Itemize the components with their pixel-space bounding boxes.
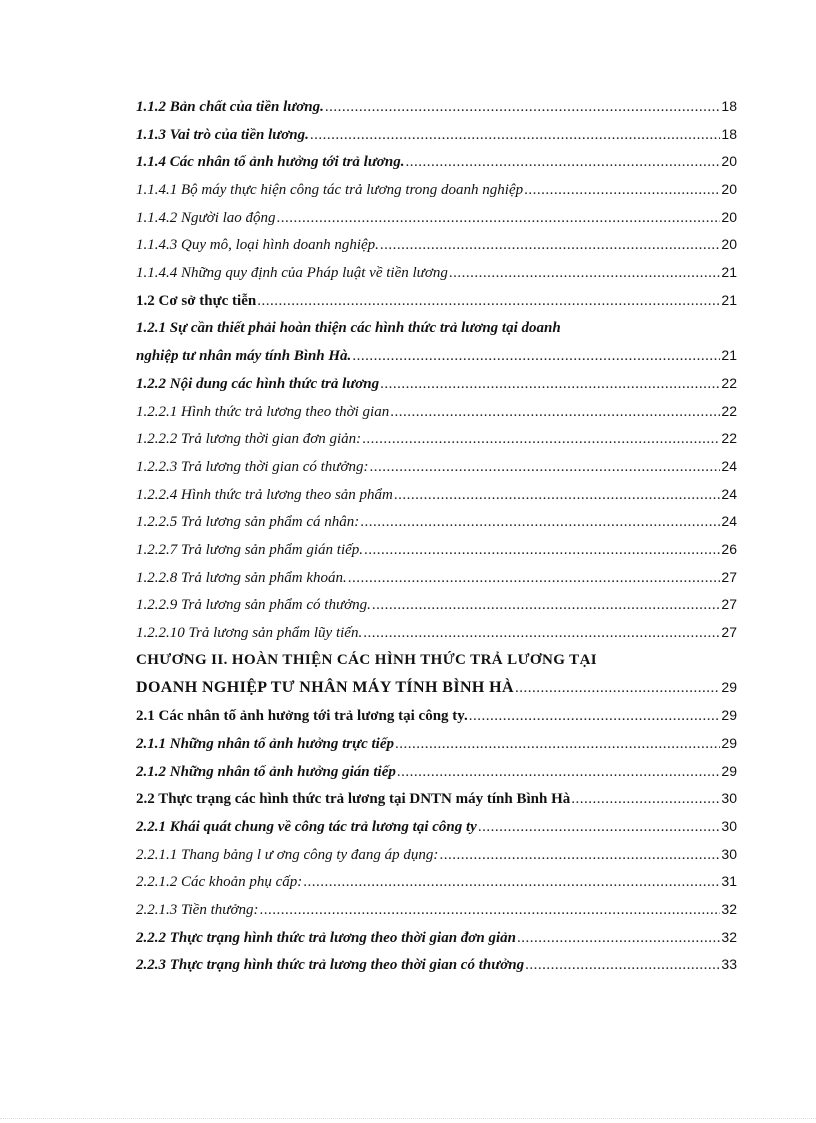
toc-page-number: 18: [721, 125, 737, 142]
toc-leader-dots: [397, 759, 721, 786]
toc-leader-dots: [277, 205, 721, 232]
toc-entry-title: 1.1.2 Bản chất của tiền lương.: [136, 99, 324, 115]
toc-entry-title: 2.2.1.2 Các khoản phụ cấp:: [136, 874, 303, 891]
toc-leader-dots: [405, 149, 720, 176]
toc-entry-title: 1.2.2.2 Trả lương thời gian đơn giản:: [136, 431, 362, 448]
toc-entry-title: 1.2.2.7 Trả lương sản phẩm gián tiếp.: [136, 542, 364, 558]
toc-entry[interactable]: [136, 813, 737, 841]
toc-entry[interactable]: [136, 730, 737, 758]
toc-entry-line1[interactable]: 1.2.1 Sự cần thiết phải hoàn thiện các hình thức trả lương tại doanh: [136, 319, 561, 336]
toc-entry[interactable]: [136, 702, 737, 730]
toc-page-number: 27: [721, 596, 737, 613]
toc-entry-title: 2.2.3 Thực trạng hình thức trả lương theo thời gian có thưởng: [136, 957, 525, 974]
toc-leader-dots: [303, 869, 720, 896]
toc-leader-dots: [571, 786, 720, 813]
toc-entry[interactable]: [136, 564, 737, 592]
toc-page-number: 29: [721, 707, 737, 724]
toc-leader-dots: [310, 122, 721, 149]
toc-entry-title: 2.2.2 Thực trạng hình thức trả lương theo thời gian đơn giản: [136, 929, 516, 946]
toc-page-number: 29: [721, 679, 737, 696]
toc-page-number: 21: [721, 291, 737, 308]
toc-page-number: 22: [721, 374, 737, 391]
toc-page-number: 22: [721, 402, 737, 419]
toc-entry[interactable]: [136, 841, 737, 869]
toc-leader-dots: [352, 343, 720, 370]
toc-page-number: 24: [721, 457, 737, 474]
toc-entry[interactable]: [136, 508, 737, 536]
toc-leader-dots: [449, 260, 721, 287]
toc-entry[interactable]: [136, 425, 737, 453]
toc-entry[interactable]: [136, 148, 737, 176]
toc-page-number: 32: [721, 928, 737, 945]
toc-leader-dots: [469, 703, 721, 730]
toc-page-number: 20: [721, 236, 737, 253]
toc-entry-line1[interactable]: CHƯƠNG II. HOÀN THIỆN CÁC HÌNH THỨC TRẢ LƯƠNG TẠI: [136, 651, 598, 668]
toc-entry-title: 1.1.4.4 Những quy định của Pháp luật về tiền lương: [136, 265, 448, 282]
toc-leader-dots: [348, 565, 721, 592]
toc-entry-title: 1.2.2.9 Trả lương sản phẩm có thưởng.: [136, 597, 371, 614]
toc-entry-title: 1.2.2 Nội dung các hình thức trả lương: [136, 375, 380, 392]
toc-page-number: 27: [721, 624, 737, 641]
toc-leader-dots: [515, 675, 720, 702]
toc-entry[interactable]: [136, 674, 737, 702]
toc-entry-title: 2.1.2 Những nhân tố ảnh hưởng gián tiếp: [136, 763, 396, 780]
toc-entry-title: 1.2 Cơ sở thực tiễn: [136, 292, 257, 309]
toc-leader-dots: [363, 620, 720, 647]
toc-entry-title: 2.2.1.3 Tiền thưởng:: [136, 901, 259, 918]
toc-leader-dots: [372, 592, 721, 619]
toc-page-number: 26: [721, 541, 737, 557]
toc-leader-dots: [478, 814, 721, 841]
toc-entry[interactable]: [136, 370, 737, 398]
table-of-contents: [136, 93, 737, 979]
toc-entry-title: 2.1.1 Những nhân tố ảnh hưởng trực tiếp: [136, 735, 394, 752]
toc-page-number: 20: [721, 181, 737, 198]
toc-page-number: 22: [721, 430, 737, 447]
toc-leader-dots: [395, 731, 720, 758]
toc-entry[interactable]: [136, 342, 737, 370]
toc-entry-title: 1.2.2.5 Trả lương sản phẩm cá nhân:: [136, 514, 360, 531]
toc-entry-title-cont: DOANH NGHIỆP TƯ NHÂN MÁY TÍNH BÌNH HÀ: [136, 679, 514, 697]
toc-entry[interactable]: [136, 231, 737, 259]
toc-page-number: 20: [721, 208, 737, 225]
toc-entry-title-cont: nghiệp tư nhân máy tính Bình Hà.: [136, 348, 352, 365]
toc-leader-dots: [257, 288, 720, 315]
toc-page-number: 29: [721, 734, 737, 751]
toc-page-number: 33: [721, 956, 737, 973]
toc-page-number: 20: [721, 153, 737, 170]
toc-entry[interactable]: [136, 176, 737, 204]
toc-leader-dots: [524, 177, 720, 204]
toc-entry[interactable]: [136, 619, 737, 647]
toc-page-number: 24: [721, 513, 737, 530]
toc-entry-title: 1.1.4.2 Người lao động: [136, 209, 276, 226]
toc-page-number: 30: [721, 817, 737, 834]
toc-entry-title: 2.2.1 Khái quát chung về công tác trả lương tại công ty: [136, 818, 477, 835]
toc-page-number: 31: [721, 873, 737, 890]
toc-entry-title: 1.1.3 Vai trò của tiền lương.: [136, 126, 309, 143]
toc-entry[interactable]: [136, 287, 737, 315]
toc-entry-title: 2.2 Thực trạng các hình thức trả lương tại DNTN máy tính Bình Hà: [136, 791, 571, 808]
toc-entry[interactable]: [136, 481, 737, 509]
toc-leader-dots: [380, 371, 720, 398]
toc-entry[interactable]: [136, 536, 737, 564]
toc-leader-dots: [517, 925, 720, 952]
toc-entry-title: 1.1.4.3 Quy mô, loại hình doanh nghiệp.: [136, 237, 379, 254]
toc-entry[interactable]: [136, 591, 737, 619]
toc-leader-dots: [360, 509, 720, 536]
toc-leader-dots: [362, 426, 720, 453]
toc-entry[interactable]: [136, 453, 737, 481]
toc-entry-title: 2.2.1.1 Thang bảng l ư ơng công ty đang áp dụng:: [136, 846, 439, 863]
toc-leader-dots: [390, 399, 720, 426]
toc-entry[interactable]: [136, 121, 737, 149]
toc-leader-dots: [259, 897, 720, 924]
toc-page-number: 29: [721, 762, 737, 779]
toc-entry-title: 1.2.2.4 Hình thức trả lương theo sản phẩm: [136, 486, 393, 503]
toc-entry-title: 1.2.2.1 Hình thức trả lương theo thời gian: [136, 403, 390, 420]
toc-leader-dots: [364, 537, 720, 564]
page-bottom-divider: [0, 1118, 816, 1119]
toc-page-number: 21: [721, 347, 737, 364]
toc-leader-dots: [380, 232, 721, 259]
toc-leader-dots: [325, 94, 721, 121]
toc-entry[interactable]: [136, 868, 737, 896]
toc-leader-dots: [439, 842, 720, 869]
toc-entry[interactable]: [136, 93, 737, 121]
toc-entry-title: 1.2.2.10 Trả lương sản phẩm lũy tiến.: [136, 625, 363, 642]
toc-page-number: 24: [721, 485, 737, 502]
toc-leader-dots: [394, 482, 721, 509]
toc-entry[interactable]: [136, 924, 737, 952]
toc-entry-title: 1.2.2.8 Trả lương sản phẩm khoán.: [136, 569, 347, 586]
toc-entry[interactable]: [136, 259, 737, 287]
toc-entry-title: 1.1.4 Các nhân tố ảnh hưởng tới trả lương.: [136, 154, 405, 171]
toc-entry[interactable]: [136, 204, 737, 232]
toc-entry[interactable]: [136, 896, 737, 924]
toc-entry[interactable]: [136, 951, 737, 979]
toc-entry[interactable]: [136, 398, 737, 426]
toc-entry[interactable]: [136, 785, 737, 813]
toc-page-number: 30: [721, 790, 737, 807]
toc-page-number: 18: [721, 98, 737, 114]
toc-page-number: 21: [721, 264, 737, 281]
toc-entry-title: 2.1 Các nhân tố ảnh hưởng tới trả lương tại công ty.: [136, 708, 468, 725]
toc-entry[interactable]: [136, 758, 737, 786]
toc-entry-title: 1.2.2.3 Trả lương thời gian có thưởng:: [136, 458, 369, 475]
toc-page-number: 27: [721, 568, 737, 585]
toc-entry-title: 1.1.4.1 Bộ máy thực hiện công tác trả lương trong doanh nghiệp: [136, 182, 524, 199]
toc-page-number: 32: [721, 900, 737, 917]
toc-leader-dots: [369, 454, 720, 481]
toc-leader-dots: [525, 952, 720, 979]
toc-page-number: 30: [721, 845, 737, 862]
